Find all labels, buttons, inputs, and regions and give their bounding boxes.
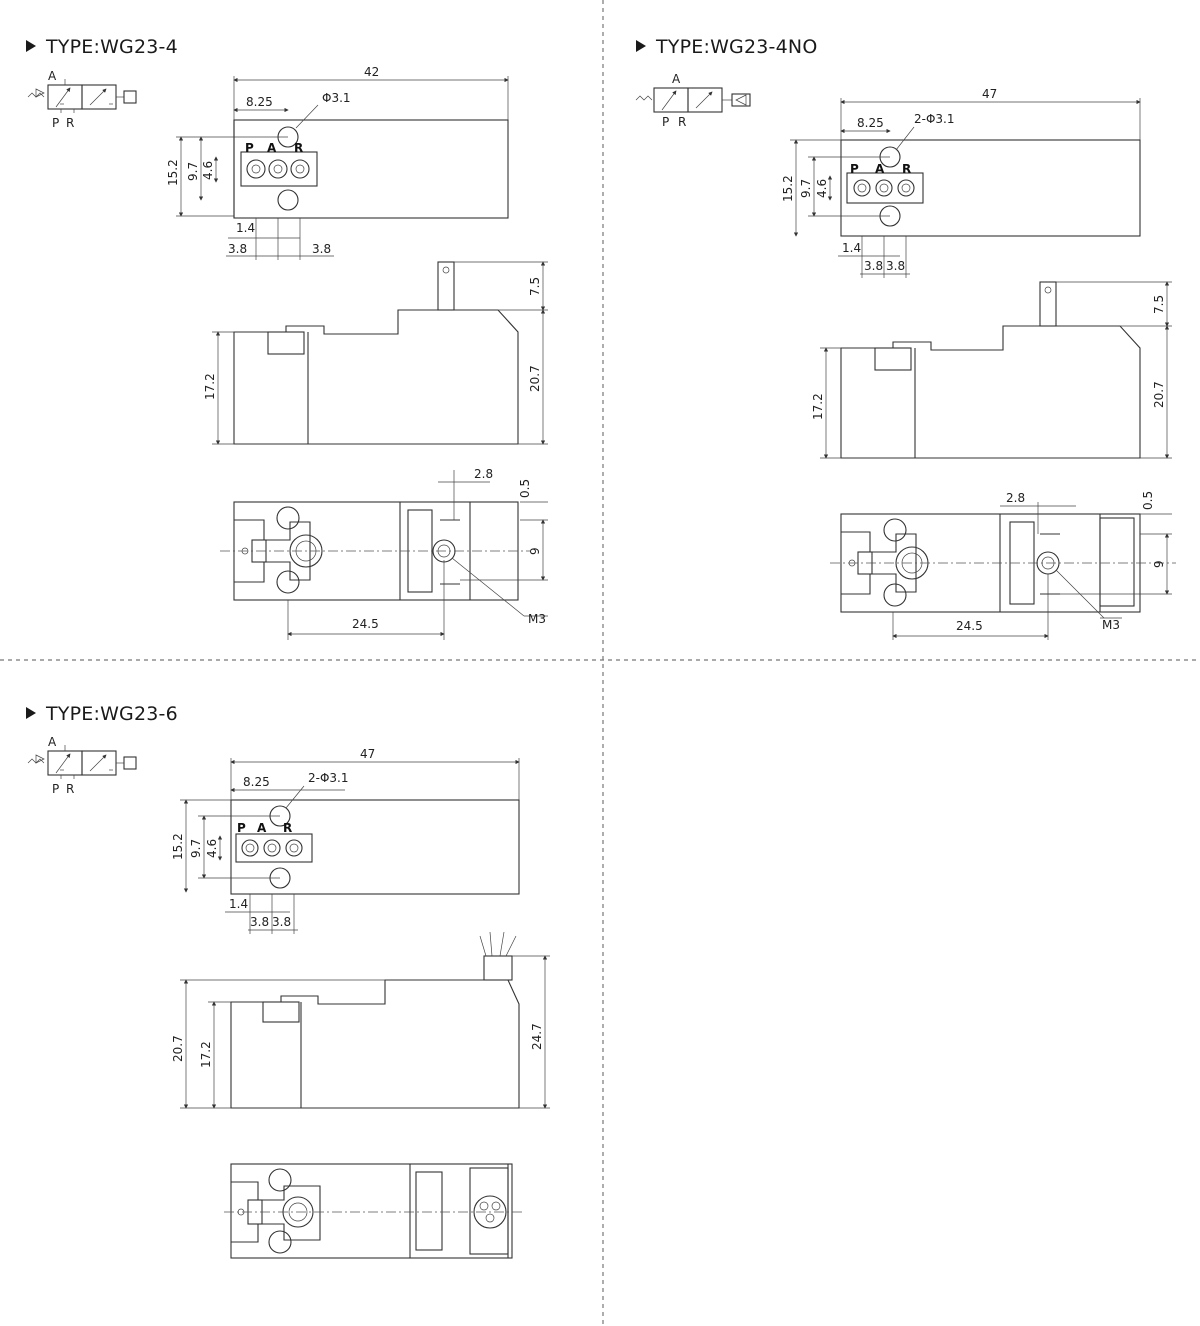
dim-17-2: 17.2 xyxy=(203,373,217,400)
dim-4-6: 4.6 xyxy=(201,160,215,180)
port-label-p: P xyxy=(662,115,670,129)
port-block xyxy=(241,152,317,186)
port-label-a: A xyxy=(48,735,57,749)
port-block xyxy=(236,834,312,862)
title-text: TYPE:WG23-6 xyxy=(46,703,178,725)
dim-hole: 2-Φ3.1 xyxy=(914,112,955,126)
dim-24-5: 24.5 xyxy=(352,617,379,631)
dim-9: 9 xyxy=(528,547,542,555)
side-view-wg23-4no xyxy=(811,282,1172,458)
bottom-view-wg23-4no xyxy=(830,491,1176,640)
dim-8-25: 8.25 xyxy=(246,95,273,109)
dim-0-5: 0.5 xyxy=(1141,490,1155,510)
dim-9-7: 9.7 xyxy=(799,178,813,198)
top-view-wg23-4no xyxy=(781,87,1140,278)
valve-symbol-wg23-4no xyxy=(636,72,750,129)
dim-9-7: 9.7 xyxy=(186,161,200,181)
dim-1-4: 1.4 xyxy=(842,241,862,255)
dim-9-7: 9.7 xyxy=(189,838,203,858)
dim-hole: 2-Φ3.1 xyxy=(308,771,349,785)
top-view-wg23-4 xyxy=(166,65,508,260)
dim-24-7: 24.7 xyxy=(530,1023,544,1050)
port-label-a: A xyxy=(672,72,681,86)
dim-8-25: 8.25 xyxy=(243,775,270,789)
valve-symbol-wg23-4 xyxy=(28,69,136,130)
dim-4-6: 4.6 xyxy=(815,178,829,198)
dim-3-8-left: 3.8 xyxy=(250,915,270,929)
port-a-label: A xyxy=(257,821,267,835)
port-label-p: P xyxy=(52,116,60,130)
lead-wire xyxy=(490,932,492,956)
dim-3-8-right: 3.8 xyxy=(886,259,906,273)
dim-3-8-left: 3.8 xyxy=(228,242,248,256)
port-p-label: P xyxy=(850,162,859,176)
dim-length: 47 xyxy=(360,747,376,761)
dim-3-8-right: 3.8 xyxy=(272,915,292,929)
valve-symbol-wg23-6 xyxy=(28,735,136,796)
port-p-label: P xyxy=(245,141,254,155)
port-p-label: P xyxy=(237,821,246,835)
port-label-r: R xyxy=(678,115,687,129)
side-view-wg23-6 xyxy=(171,932,550,1108)
dim-0-5: 0.5 xyxy=(518,478,532,498)
port-label-p: P xyxy=(52,782,60,796)
bottom-view-wg23-6 xyxy=(224,1164,524,1258)
port-block xyxy=(847,173,923,203)
dim-20-7: 20.7 xyxy=(528,365,542,392)
side-view-wg23-4 xyxy=(203,262,548,444)
dim-1-4: 1.4 xyxy=(229,897,249,911)
title-text: TYPE:WG23-4NO xyxy=(656,36,818,58)
port-a-label: A xyxy=(267,141,277,155)
lead-wire xyxy=(506,936,516,956)
connector-pin xyxy=(438,262,454,310)
lead-wire xyxy=(500,932,504,956)
port-label-r: R xyxy=(66,116,75,130)
port-r-label: R xyxy=(294,141,304,155)
lead-wire xyxy=(480,936,486,956)
port-r-label: R xyxy=(902,162,912,176)
dim-hole: Φ3.1 xyxy=(322,91,351,105)
dim-2-8: 2.8 xyxy=(474,467,494,481)
dim-m3: M3 xyxy=(528,612,546,626)
dim-9: 9 xyxy=(1152,560,1166,568)
port-label-r: R xyxy=(66,782,75,796)
bottom-view-wg23-4 xyxy=(220,467,548,640)
dim-7-5: 7.5 xyxy=(1152,294,1166,314)
dim-15-2: 15.2 xyxy=(781,175,795,202)
dim-17-2: 17.2 xyxy=(811,393,825,420)
dim-8-25: 8.25 xyxy=(857,116,884,130)
dim-4-6: 4.6 xyxy=(205,838,219,858)
dim-24-5: 24.5 xyxy=(956,619,983,633)
lead-wire-housing xyxy=(484,956,512,980)
dim-7-5: 7.5 xyxy=(528,276,542,296)
dim-17-2: 17.2 xyxy=(199,1041,213,1068)
port-label-a: A xyxy=(48,69,57,83)
dim-3-8-left: 3.8 xyxy=(864,259,884,273)
dim-3-8-right: 3.8 xyxy=(312,242,332,256)
port-r-label: R xyxy=(283,821,293,835)
title-text: TYPE:WG23-4 xyxy=(46,36,178,58)
dim-20-7: 20.7 xyxy=(171,1035,185,1062)
dim-m3: M3 xyxy=(1102,618,1120,632)
dim-15-2: 15.2 xyxy=(166,159,180,186)
connector-pin xyxy=(1040,282,1056,326)
port-a-label: A xyxy=(875,162,885,176)
top-view-wg23-6 xyxy=(171,747,519,934)
dim-1-4: 1.4 xyxy=(236,221,256,235)
mounting-hole xyxy=(278,190,298,210)
dim-length: 47 xyxy=(982,87,998,101)
dim-15-2: 15.2 xyxy=(171,833,185,860)
dim-length: 42 xyxy=(364,65,380,79)
dim-2-8: 2.8 xyxy=(1006,491,1026,505)
dim-20-7: 20.7 xyxy=(1152,381,1166,408)
